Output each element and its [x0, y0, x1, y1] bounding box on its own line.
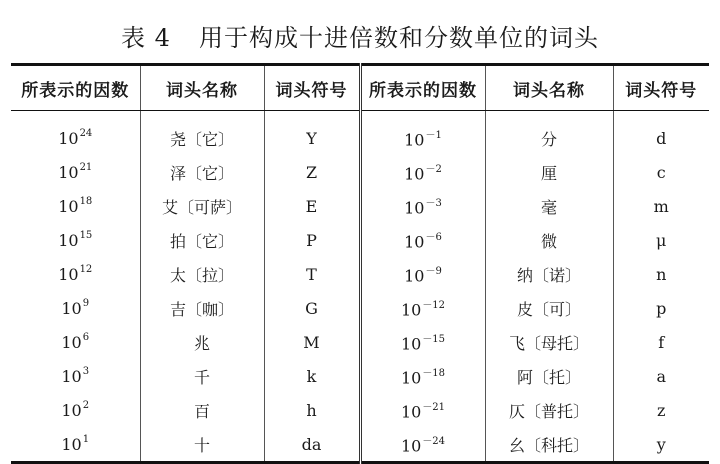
- factor-exponent: －18: [422, 367, 446, 379]
- table-title: [0, 18, 720, 53]
- table-row: [11, 111, 709, 156]
- prefix-name-right: 纳〔诺〕: [485, 257, 613, 291]
- factor-base: 10: [58, 264, 79, 284]
- factor-exponent: 21: [79, 162, 93, 174]
- factor-right: [360, 359, 485, 393]
- prefix-name-left: 十: [140, 427, 264, 463]
- factor-left: [11, 291, 140, 325]
- factor-right: [360, 189, 485, 223]
- prefix-name-left: 泽〔它〕: [140, 155, 264, 189]
- prefix-name-right: 飞〔母托〕: [485, 325, 613, 359]
- factor-left: [11, 325, 140, 359]
- factor-right: [360, 325, 485, 359]
- factor-base: 10: [400, 436, 422, 456]
- prefix-symbol-left: G: [264, 291, 360, 325]
- header-name-left: 词头名称: [140, 65, 264, 111]
- prefix-name-left: 吉〔咖〕: [140, 291, 264, 325]
- prefix-name-right: 厘: [485, 155, 613, 189]
- factor-right: [360, 257, 485, 291]
- factor-exponent: －15: [422, 333, 446, 345]
- table-row: [11, 155, 709, 189]
- table-row: [11, 427, 709, 463]
- prefix-name-right: 仄〔普托〕: [485, 393, 613, 427]
- table-row: [11, 257, 709, 291]
- table-caption: 用于构成十进倍数和分数单位的词头: [198, 24, 599, 52]
- factor-right: [360, 427, 485, 463]
- factor-right: [360, 393, 485, 427]
- factor-base: 10: [61, 366, 82, 386]
- factor-left: [11, 427, 140, 463]
- prefix-symbol-left: Y: [264, 111, 360, 156]
- factor-right: [360, 223, 485, 257]
- header-factor-right: 所表示的因数: [360, 65, 485, 111]
- header-row: [11, 65, 709, 111]
- prefix-symbol-left: M: [264, 325, 360, 359]
- factor-base: 10: [58, 230, 79, 250]
- factor-exponent: 6: [82, 332, 90, 344]
- factor-exponent: －3: [425, 197, 442, 209]
- factor-exponent: 12: [79, 264, 93, 276]
- si-prefix-table: [11, 63, 709, 464]
- prefix-name-left: 兆: [140, 325, 264, 359]
- factor-base: 10: [404, 164, 425, 184]
- factor-exponent: －1: [425, 129, 442, 141]
- factor-exponent: －6: [425, 231, 442, 243]
- prefix-symbol-left: E: [264, 189, 360, 223]
- prefix-symbol-right: p: [656, 298, 667, 318]
- prefix-name-right: 毫: [485, 189, 613, 223]
- prefix-symbol-right: a: [656, 366, 667, 386]
- prefix-symbol-left: T: [264, 257, 360, 291]
- factor-left: [11, 189, 140, 223]
- prefix-name-right: 微: [485, 223, 613, 257]
- factor-base: 10: [61, 434, 82, 454]
- table-row: [11, 325, 709, 359]
- prefix-name-left: 尧〔它〕: [140, 111, 264, 156]
- factor-right: [360, 155, 485, 189]
- factor-base: 10: [400, 334, 422, 354]
- prefix-symbol-right: μ: [656, 230, 667, 250]
- prefix-symbol-right: z: [657, 400, 666, 420]
- factor-base: 10: [58, 128, 79, 148]
- prefix-symbol-left: P: [264, 223, 360, 257]
- factor-right: [360, 291, 485, 325]
- prefix-name-left: 百: [140, 393, 264, 427]
- prefix-name-left: 拍〔它〕: [140, 223, 264, 257]
- prefix-symbol-right: c: [656, 162, 666, 182]
- factor-exponent: 15: [79, 230, 93, 242]
- prefix-name-left: 太〔拉〕: [140, 257, 264, 291]
- table-row: [11, 359, 709, 393]
- prefix-name-right: 皮〔可〕: [485, 291, 613, 325]
- prefix-symbol-left: k: [264, 359, 360, 393]
- header-symbol-right: 词头符号: [613, 65, 709, 111]
- table-row: [11, 189, 709, 223]
- table-number: 表 4: [121, 24, 171, 52]
- factor-exponent: －2: [425, 163, 442, 175]
- factor-right: [360, 111, 485, 156]
- factor-left: [11, 155, 140, 189]
- factor-base: 10: [400, 300, 422, 320]
- factor-base: 10: [404, 232, 425, 252]
- factor-exponent: 18: [79, 196, 93, 208]
- factor-base: 10: [58, 162, 79, 182]
- prefix-symbol-right: y: [613, 427, 709, 463]
- header-name-right: 词头名称: [485, 65, 613, 111]
- factor-left: [11, 111, 140, 156]
- table-row: [11, 223, 709, 257]
- prefix-symbol-left: h: [264, 393, 360, 427]
- prefix-name-right: 分: [485, 111, 613, 156]
- prefix-symbol-left: Z: [264, 155, 360, 189]
- factor-base: 10: [404, 130, 425, 150]
- factor-exponent: －21: [422, 401, 446, 413]
- factor-base: 10: [61, 332, 82, 352]
- prefix-name-left: 千: [140, 359, 264, 393]
- factor-exponent: 9: [82, 298, 90, 310]
- factor-base: 10: [61, 298, 82, 318]
- factor-left: [11, 359, 140, 393]
- header-symbol-left: 词头符号: [264, 65, 360, 111]
- factor-base: 10: [404, 266, 425, 286]
- factor-exponent: －12: [422, 299, 446, 311]
- factor-exponent: 1: [82, 434, 90, 446]
- prefix-symbol-right: f: [658, 332, 665, 352]
- prefix-name-right: 阿〔托〕: [485, 359, 613, 393]
- factor-base: 10: [404, 198, 425, 218]
- table-row: [11, 393, 709, 427]
- prefix-symbol-right: n: [656, 264, 667, 284]
- prefix-symbol-left: da: [264, 427, 360, 463]
- factor-base: 10: [400, 368, 422, 388]
- prefix-symbol-right: d: [656, 128, 667, 148]
- factor-exponent: 2: [82, 400, 90, 412]
- factor-left: [11, 257, 140, 291]
- factor-exponent: 24: [79, 128, 93, 140]
- factor-left: [11, 223, 140, 257]
- factor-exponent: －24: [422, 435, 446, 447]
- prefix-name-left: 艾〔可萨〕: [140, 189, 264, 223]
- factor-exponent: 3: [82, 366, 90, 378]
- factor-base: 10: [58, 196, 79, 216]
- header-factor-left: 所表示的因数: [11, 65, 140, 111]
- factor-exponent: －9: [425, 265, 442, 277]
- prefix-symbol-right: m: [653, 196, 669, 216]
- prefix-name-right: 幺〔科托〕: [485, 427, 613, 463]
- factor-base: 10: [61, 400, 82, 420]
- factor-left: [11, 393, 140, 427]
- factor-base: 10: [400, 402, 422, 422]
- table-row: [11, 291, 709, 325]
